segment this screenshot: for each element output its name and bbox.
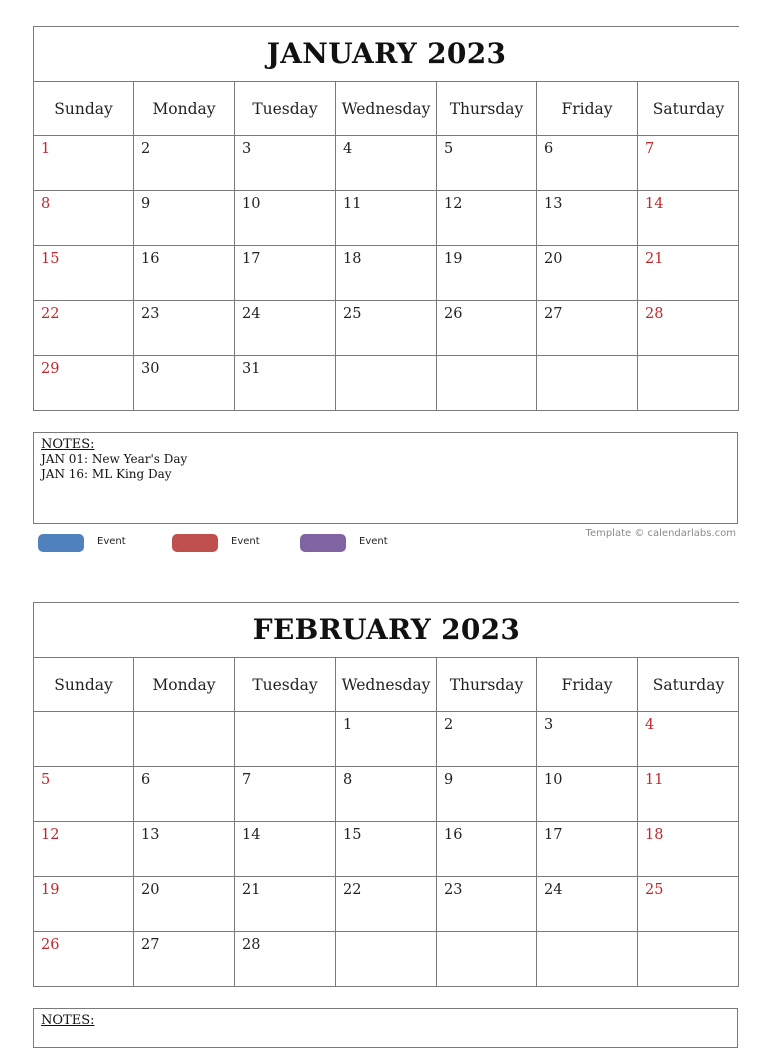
weekday-header-tuesday: Tuesday — [235, 658, 336, 712]
date-cell: 20 — [134, 877, 235, 932]
note-line: JAN 16: ML King Day — [41, 467, 172, 481]
legend-swatch-purple — [300, 534, 346, 552]
date-cell: 4 — [638, 712, 739, 767]
weekday-header-thursday: Thursday — [437, 658, 537, 712]
month-title: FEBRUARY 2023 — [34, 603, 739, 658]
empty-date-cell — [638, 356, 739, 411]
empty-date-cell — [235, 712, 336, 767]
weekday-header-thursday: Thursday — [437, 82, 537, 136]
date-cell: 15 — [336, 822, 437, 877]
date-cell: 21 — [638, 246, 739, 301]
date-cell: 11 — [336, 191, 437, 246]
date-cell: 8 — [336, 767, 437, 822]
date-cell: 16 — [134, 246, 235, 301]
date-cell: 3 — [235, 136, 336, 191]
date-cell: 31 — [235, 356, 336, 411]
weekday-header-friday: Friday — [537, 82, 638, 136]
date-cell: 14 — [638, 191, 739, 246]
date-cell: 1 — [34, 136, 134, 191]
empty-date-cell — [134, 712, 235, 767]
date-cell: 25 — [638, 877, 739, 932]
date-cell: 27 — [134, 932, 235, 987]
note-line: JAN 01: New Year's Day — [41, 452, 188, 466]
date-cell: 4 — [336, 136, 437, 191]
template-credit: Template © calendarlabs.com — [585, 528, 736, 539]
date-cell: 27 — [537, 301, 638, 356]
date-cell: 30 — [134, 356, 235, 411]
weekday-header-sunday: Sunday — [34, 82, 134, 136]
date-cell: 12 — [437, 191, 537, 246]
weekday-header-saturday: Saturday — [638, 82, 739, 136]
date-cell: 18 — [336, 246, 437, 301]
month-title: JANUARY 2023 — [34, 27, 739, 82]
date-cell: 22 — [336, 877, 437, 932]
month-february — [33, 602, 739, 987]
notes-box-february — [33, 1008, 738, 1048]
date-cell: 5 — [34, 767, 134, 822]
date-cell: 25 — [336, 301, 437, 356]
weekday-header-sunday: Sunday — [34, 658, 134, 712]
date-cell: 16 — [437, 822, 537, 877]
date-cell: 9 — [134, 191, 235, 246]
empty-date-cell — [638, 932, 739, 987]
date-cell: 10 — [235, 191, 336, 246]
date-cell: 9 — [437, 767, 537, 822]
empty-date-cell — [537, 932, 638, 987]
date-cell: 23 — [134, 301, 235, 356]
weekday-header-monday: Monday — [134, 658, 235, 712]
date-cell: 26 — [34, 932, 134, 987]
empty-date-cell — [537, 356, 638, 411]
date-cell: 22 — [34, 301, 134, 356]
calendar-grid — [34, 82, 739, 411]
weekday-header-monday: Monday — [134, 82, 235, 136]
date-cell: 19 — [437, 246, 537, 301]
calendar-grid — [34, 658, 739, 987]
weekday-header-saturday: Saturday — [638, 658, 739, 712]
date-cell: 10 — [537, 767, 638, 822]
date-cell: 13 — [134, 822, 235, 877]
date-cell: 24 — [537, 877, 638, 932]
empty-date-cell — [336, 932, 437, 987]
date-cell: 18 — [638, 822, 739, 877]
date-cell: 2 — [437, 712, 537, 767]
empty-date-cell — [34, 712, 134, 767]
legend-label: Event — [359, 536, 388, 547]
notes-heading: NOTES: — [41, 1013, 95, 1028]
weekday-header-friday: Friday — [537, 658, 638, 712]
date-cell: 15 — [34, 246, 134, 301]
date-cell: 19 — [34, 877, 134, 932]
legend-label: Event — [97, 536, 126, 547]
date-cell: 8 — [34, 191, 134, 246]
empty-date-cell — [336, 356, 437, 411]
date-cell: 17 — [235, 246, 336, 301]
date-cell: 23 — [437, 877, 537, 932]
weekday-header-tuesday: Tuesday — [235, 82, 336, 136]
date-cell: 1 — [336, 712, 437, 767]
date-cell: 3 — [537, 712, 638, 767]
legend-label: Event — [231, 536, 260, 547]
date-cell: 7 — [638, 136, 739, 191]
weekday-header-wednesday: Wednesday — [336, 658, 437, 712]
date-cell: 6 — [134, 767, 235, 822]
notes-box-january — [33, 432, 738, 524]
empty-date-cell — [437, 932, 537, 987]
date-cell: 6 — [537, 136, 638, 191]
legend-swatch-red — [172, 534, 218, 552]
date-cell: 13 — [537, 191, 638, 246]
date-cell: 26 — [437, 301, 537, 356]
date-cell: 12 — [34, 822, 134, 877]
weekday-header-wednesday: Wednesday — [336, 82, 437, 136]
date-cell: 20 — [537, 246, 638, 301]
date-cell: 21 — [235, 877, 336, 932]
date-cell: 2 — [134, 136, 235, 191]
date-cell: 11 — [638, 767, 739, 822]
date-cell: 28 — [638, 301, 739, 356]
date-cell: 28 — [235, 932, 336, 987]
date-cell: 5 — [437, 136, 537, 191]
month-january — [33, 26, 739, 411]
date-cell: 7 — [235, 767, 336, 822]
date-cell: 14 — [235, 822, 336, 877]
empty-date-cell — [437, 356, 537, 411]
date-cell: 17 — [537, 822, 638, 877]
date-cell: 29 — [34, 356, 134, 411]
notes-heading: NOTES: — [41, 437, 95, 452]
legend-swatch-blue — [38, 534, 84, 552]
date-cell: 24 — [235, 301, 336, 356]
